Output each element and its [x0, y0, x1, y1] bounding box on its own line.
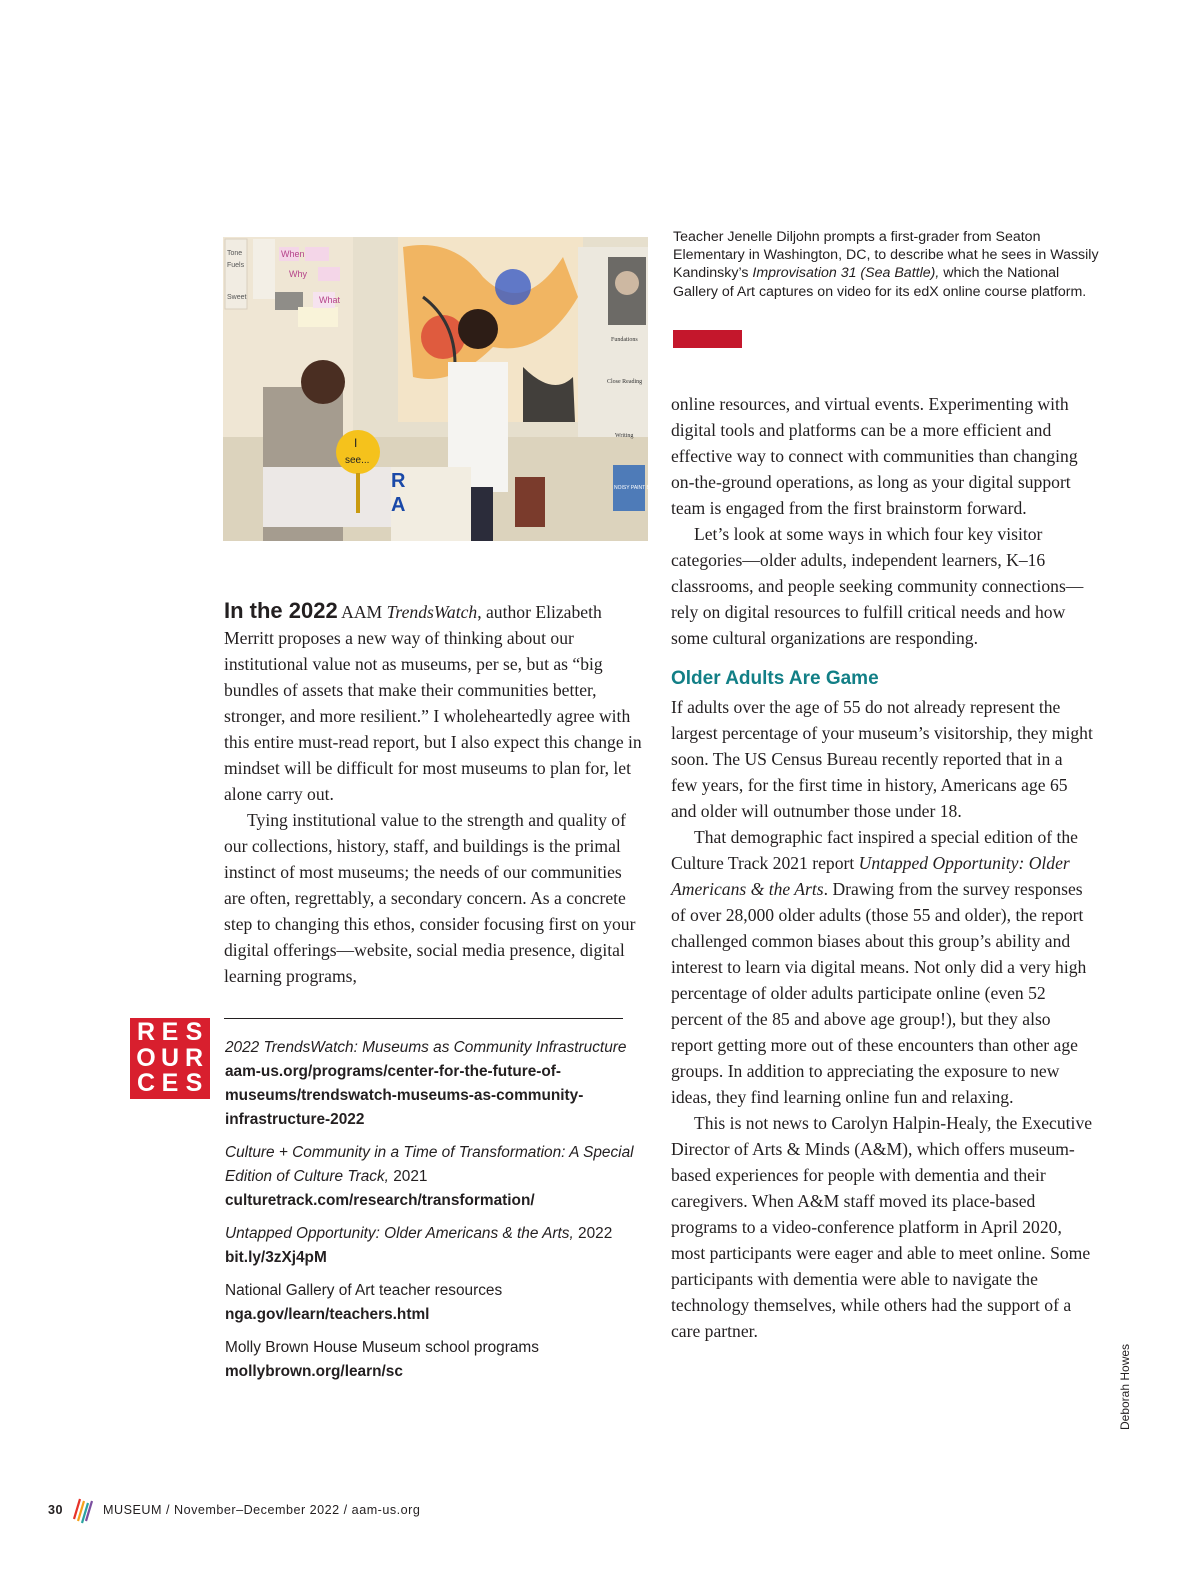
- page-footer: [48, 1494, 420, 1526]
- logo-letter: E: [161, 1069, 179, 1098]
- body-paragraph: online resources, and virtual events. Experimenting with digital tools and platforms can be a more efficient and effective way to connect with communities than changing on-the-ground operations, as long as your digital support team is engaged from the first brainstorm forward.: [671, 394, 1078, 518]
- lead-paragraph: [224, 598, 642, 807]
- body-paragraph: This is not news to Carolyn Halpin-Healy, the Executive Director of Arts & Minds (A&M), which offers museum-based experiences for people with dementia and their caregivers. When A&M staff moved its place-based programs to a video-conference platform in April 2020, most participants were eager and able to meet online. Some participants with dementia were able to navigate the technology themselves, while others had the support of a care partner.: [671, 1113, 1093, 1341]
- svg-text:Why: Why: [289, 269, 307, 279]
- logo-letter: R: [136, 1018, 156, 1046]
- resource-link[interactable]: bit.ly/3zXj4pM: [225, 1249, 327, 1266]
- caption-accent-bar: [673, 330, 742, 348]
- body-paragraph: Let’s look at some ways in which four key visitor categories—older adults, independent learners, K–16 classrooms, and people seeking community connections—rely on digital resources to fulfill critical needs and how some cultural organizations are responding.: [671, 524, 1084, 648]
- svg-text:R: R: [391, 470, 406, 492]
- logo-letter: S: [185, 1069, 203, 1098]
- caption-text-end: which the National Gallery of Art captures on video for its edX online course platform.: [673, 265, 1087, 300]
- resource-suffix: Molly Brown House Museum school programs: [225, 1339, 539, 1356]
- section-heading: Older Adults Are Game: [671, 668, 879, 689]
- svg-text:Tone: Tone: [227, 250, 243, 257]
- body-paragraph: If adults over the age of 55 do not already represent the largest percentage of your museum’s visitorship, they might soon. The US Census Bureau recently reported that in a few years, for the first time in history, Americans age 65 and older will outnumber those under 18.: [671, 697, 1093, 821]
- resource-link[interactable]: aam-us.org/programs/center-for-the-future-of-museums/trendswatch-museums-as-community-infrastructure-2022: [225, 1063, 584, 1128]
- svg-text:Writing: Writing: [615, 433, 634, 439]
- logo-letter: C: [136, 1069, 156, 1098]
- svg-text:When: When: [281, 249, 305, 259]
- report-title: Untapped Opportunity: Older Americans & the Arts: [671, 853, 1070, 899]
- resource-link[interactable]: culturetrack.com/research/transformation/: [225, 1192, 535, 1209]
- resource-item: [225, 1336, 635, 1384]
- resource-item: [225, 1036, 635, 1132]
- body-text: AAM: [337, 602, 387, 622]
- svg-text:Sweet: Sweet: [227, 294, 247, 301]
- logo-letter: E: [161, 1018, 179, 1046]
- report-title: TrendsWatch: [386, 602, 478, 622]
- resource-item: [225, 1222, 635, 1270]
- left-column: [224, 598, 642, 989]
- photo-credit: Deborah Howes: [1118, 1343, 1132, 1430]
- svg-text:What: What: [319, 295, 341, 305]
- caption-artwork-title: Improvisation 31 (Sea Battle),: [752, 265, 940, 282]
- caption-text: Teacher Jenelle Diljohn prompts a first-grader from Seaton Elementary in Washington, DC, to describe what he sees in Wassily Kandinsky’s: [673, 229, 1099, 282]
- right-column: [671, 391, 1093, 1344]
- logo-letter: O: [136, 1043, 156, 1072]
- body-text: . Drawing from the survey responses of over 28,000 older adults (those 55 and older), the report challenged common biases about this group’s ability and interest to learn via digital means. Not only did a very high percentage of older adults participate online (even 52 percent of the 85 and above age group!), but they also report getting more out of these encounters than other age groups. In addition to appreciating the exposure to new ideas, they find learning online fun and relaxing.: [671, 879, 1087, 1107]
- classroom-photo-icon: [223, 237, 658, 541]
- logo-letter: R: [184, 1043, 204, 1072]
- resources-list: [225, 1036, 635, 1393]
- svg-text:A: A: [391, 494, 406, 516]
- svg-text:Close Reading: Close Reading: [607, 379, 643, 385]
- svg-text:Fuels: Fuels: [227, 262, 245, 269]
- resource-title: Untapped Opportunity: Older Americans & the Arts,: [225, 1225, 574, 1242]
- resource-title: Culture + Community in a Time of Transformation: A Special Edition of Culture Track,: [225, 1144, 634, 1185]
- svg-text:see...: see...: [345, 455, 370, 466]
- resource-suffix: 2021: [388, 1168, 428, 1185]
- lead-in: In the 2022: [224, 598, 338, 623]
- resource-link[interactable]: mollybrown.org/learn/sc: [225, 1363, 403, 1380]
- resource-link[interactable]: nga.gov/learn/teachers.html: [225, 1306, 430, 1323]
- logo-letter: U: [160, 1043, 180, 1072]
- svg-text:Fundations: Fundations: [611, 337, 638, 343]
- svg-text:I: I: [354, 436, 358, 450]
- resource-item: [225, 1279, 635, 1327]
- body-paragraph: [671, 824, 1093, 1110]
- body-paragraph: Tying institutional value to the strength and quality of our collections, history, staff, and buildings is the primal instinct of most museums; the needs of our communities are often, regrettably, a secondary concern. As a concrete step to changing this ethos, consider focusing first on your digital offerings—website, social media presence, digital learning programs,: [224, 810, 636, 986]
- classroom-photo: [223, 237, 658, 541]
- logo-letter: S: [185, 1018, 203, 1046]
- footer-text: MUSEUM / November–December 2022 / aam-us.org: [103, 1503, 421, 1517]
- resource-suffix: 2022: [573, 1225, 613, 1242]
- body-text: That demographic fact inspired a special edition of the Culture Track 2021 report: [671, 827, 1078, 873]
- resources-logo: [130, 1018, 210, 1099]
- photo-caption: [673, 228, 1103, 301]
- resource-title: 2022 TrendsWatch: Museums as Community Infrastructure: [225, 1039, 627, 1056]
- body-text: , author Elizabeth Merritt proposes a new way of thinking about our institutional value not as museums, per se, but as “big bundles of assets that make their communities better, stronger, and more resilient.” I wholeheartedly agree with this entire must-read report, but I also expect this change in mindset will be difficult for most museums to plan for, let alone carry out.: [224, 602, 642, 804]
- resources-divider: [224, 1018, 623, 1019]
- page-number: 30: [48, 1503, 64, 1517]
- museum-logo-icon: [71, 1495, 95, 1525]
- svg-text:NOISY PAINT BOX: NOISY PAINT BOX: [614, 485, 658, 491]
- resource-item: [225, 1141, 635, 1213]
- resource-suffix: National Gallery of Art teacher resources: [225, 1282, 503, 1299]
